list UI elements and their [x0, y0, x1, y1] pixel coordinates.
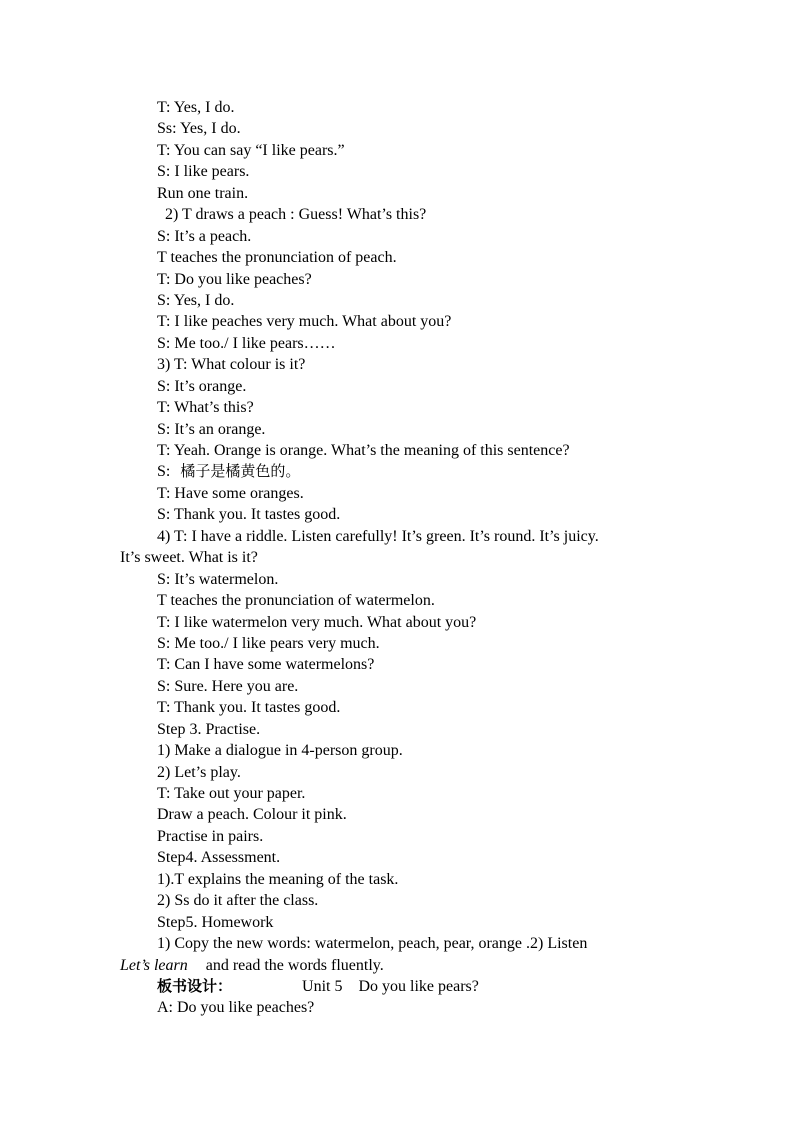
text-line: T: Do you like peaches? [157, 270, 312, 288]
text-line: T teaches the pronunciation of peach. [157, 249, 397, 267]
board-design-line [0, 976, 794, 997]
text-line: 1) Copy the new words: watermelon, peach, pear, orange .2) Listen [157, 935, 588, 953]
text-line: T: You can say “I like pears.” [157, 141, 345, 159]
text-line: 2) Ss do it after the class. [157, 892, 319, 910]
text-line: 1) Make a dialogue in 4-person group. [157, 742, 403, 760]
text-line [0, 461, 794, 482]
text-line: T: Have some oranges. [157, 484, 304, 502]
text-line: It’s sweet. What is it? [120, 549, 258, 567]
text-line: S: Yes, I do. [157, 291, 235, 309]
text-line: S: Thank you. It tastes good. [157, 506, 341, 524]
text-line: S: Me too./ I like pears very much. [157, 634, 380, 652]
text-line: 1).T explains the meaning of the task. [157, 870, 399, 888]
text-line: T: Yes, I do. [157, 99, 235, 116]
lets-learn-label: Let’s learn [120, 956, 188, 974]
text-line: Practise in pairs. [157, 827, 264, 845]
text-line: 2) Let’s play. [157, 763, 241, 781]
text-line: T teaches the pronunciation of watermelon. [157, 592, 435, 610]
text-line: T: What’s this? [157, 399, 254, 417]
text-line: T: Yeah. Orange is orange. What’s the meaning of this sentence? [157, 442, 570, 459]
text-line: S: I like pears. [157, 163, 250, 181]
text-line: 3) T: What colour is it? [157, 356, 306, 374]
text-line: T: Take out your paper. [157, 785, 306, 802]
text-line: S: Me too./ I like pears…… [157, 334, 336, 352]
document-body [0, 97, 794, 1019]
speaker-label: S: [157, 463, 171, 481]
text-line: S: It’s watermelon. [157, 570, 279, 588]
board-design-label: 板书设计： [157, 976, 233, 995]
homework-continuation: and read the words fluently. [205, 956, 384, 974]
text-line: 2) T draws a peach : Guess! What’s this? [165, 206, 427, 224]
text-line: T: Thank you. It tastes good. [157, 699, 341, 717]
step-heading: Step4. Assessment. [157, 849, 281, 867]
step-heading: Step5. Homework [157, 913, 274, 931]
text-line: Draw a peach. Colour it pink. [157, 806, 347, 824]
text-line: T: I like watermelon very much. What about you? [157, 613, 477, 631]
unit-label: Unit 5 [302, 977, 343, 995]
text-line: Run one train. [157, 184, 249, 202]
text-line: T: I like peaches very much. What about you? [157, 313, 452, 331]
text-line [0, 955, 794, 976]
text-line: T: Can I have some watermelons? [157, 656, 375, 674]
chinese-sentence: 橘子是橘黄色的。 [180, 462, 301, 481]
text-line: A: Do you like peaches? [157, 999, 315, 1017]
text-line: S: Sure. Here you are. [157, 677, 299, 695]
step-heading: Step 3. Practise. [157, 720, 261, 738]
text-line: Ss: Yes, I do. [157, 120, 241, 138]
unit-title: Do you like pears? [358, 977, 479, 995]
text-line: 4) T: I have a riddle. Listen carefully! It’s green. It’s round. It’s juicy. [157, 527, 599, 545]
text-line: S: It’s orange. [157, 377, 247, 395]
text-line: S: It’s a peach. [157, 227, 252, 245]
text-line: S: It’s an orange. [157, 420, 266, 438]
